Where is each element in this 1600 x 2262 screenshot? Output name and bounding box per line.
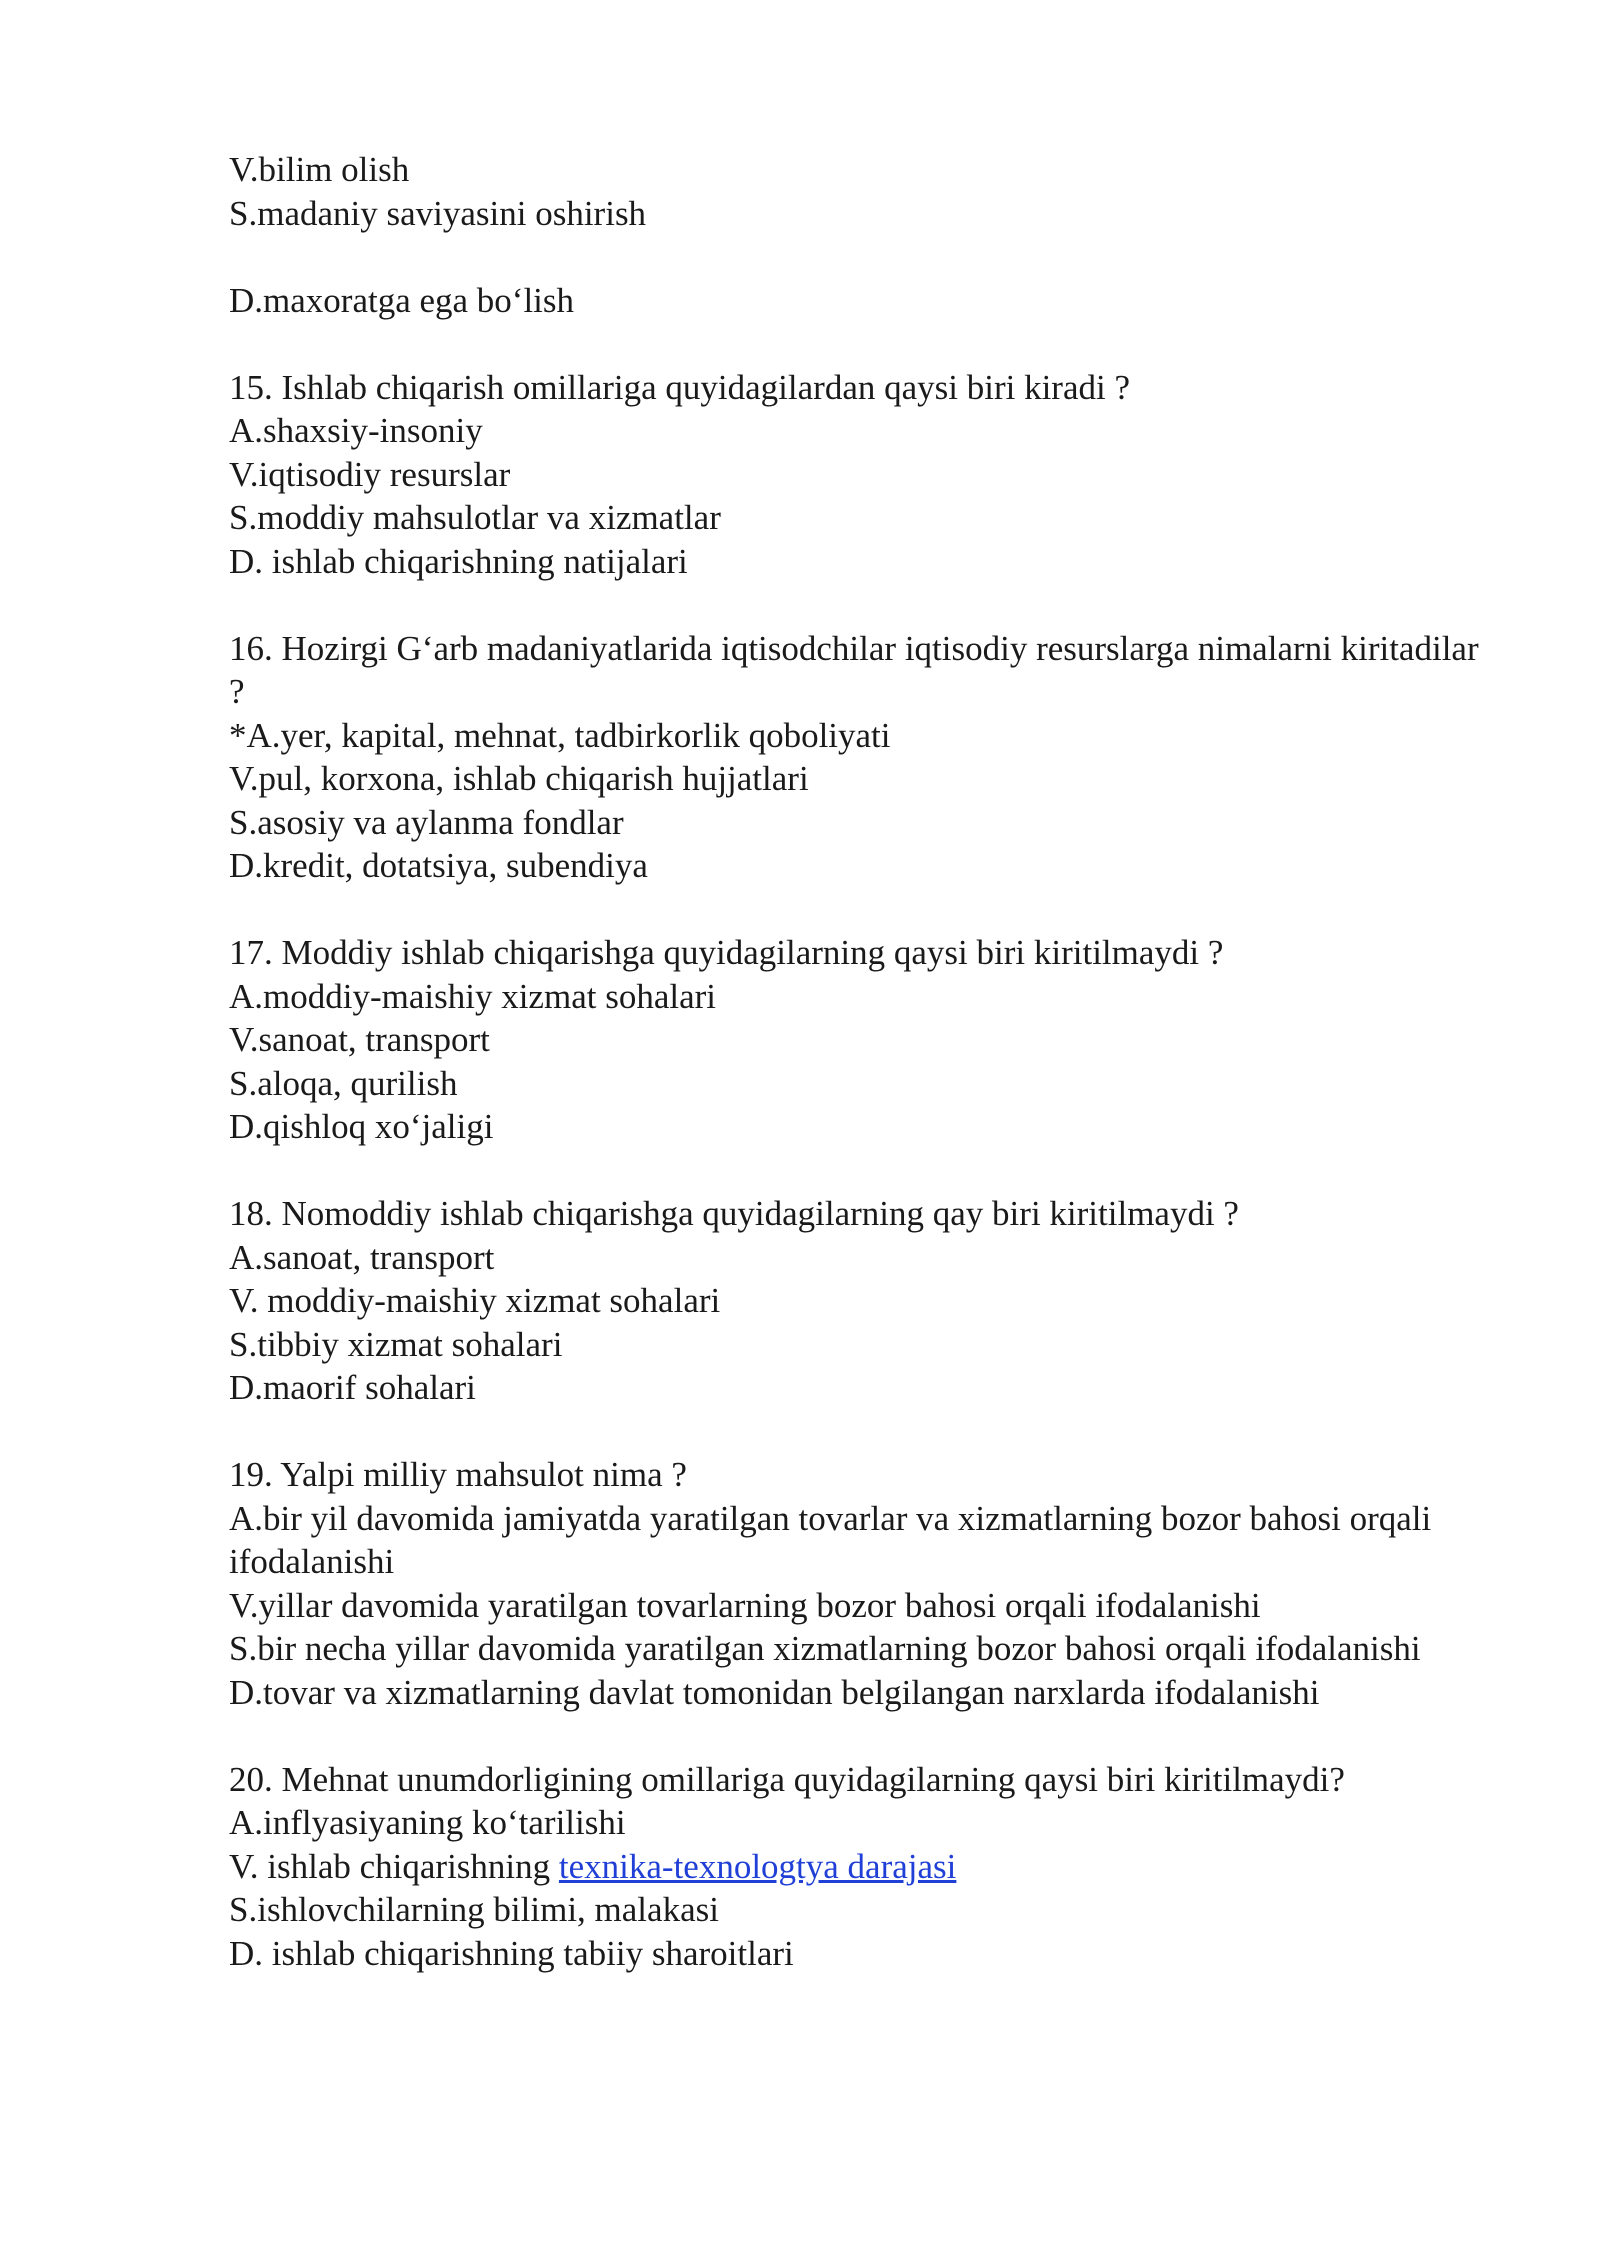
question-18 [229, 1192, 1489, 1410]
blank-line [229, 1410, 1489, 1454]
blank-line [229, 583, 1489, 627]
option-d: D.qishloq xo‘jaligi [229, 1107, 494, 1146]
option-s: S.aloqa, qurilish [229, 1063, 458, 1103]
question-text: 20. Mehnat unumdorligining omillariga quyidagilarning qaysi biri kiritilmaydi? [229, 1759, 1345, 1799]
option-a: A.moddiy-maishiy xizmat sohalari [229, 976, 716, 1016]
option-v: V. moddiy-maishiy xizmat sohalari [229, 1281, 721, 1320]
option-d: D. ishlab chiqarishning tabiiy sharoitlari [229, 1933, 794, 1973]
option-s: S.moddiy mahsulotlar va xizmatlar [229, 498, 721, 537]
option-v: V.sanoat, transport [229, 1020, 490, 1059]
blank-line [229, 322, 1489, 366]
option-d: D.maorif sohalari [229, 1368, 476, 1407]
question-20 [229, 1758, 1489, 1976]
option-a: A.inflyasiyaning ko‘tarilishi [229, 1803, 626, 1842]
option-a: A.bir yil davomida jamiyatda yaratilgan tovarlar va xizmatlarning bozor bahosi orqali ifodalanishi [229, 1498, 1432, 1581]
option-s: S.asosiy va aylanma fondlar [229, 802, 624, 842]
option-s: S.ishlovchilarning bilimi, malakasi [229, 1890, 719, 1929]
blank-line [229, 888, 1489, 932]
document-page [229, 148, 1489, 1975]
option-v: V.pul, korxona, ishlab chiqarish hujjatlari [229, 759, 809, 798]
question-17 [229, 931, 1489, 1149]
option-a: A.shaxsiy-insoniy [229, 411, 483, 450]
option-v-prefix: V. ishlab chiqarishning [229, 1846, 559, 1886]
question-16 [229, 627, 1489, 888]
option-s: S.tibbiy xizmat sohalari [229, 1324, 563, 1364]
option-v: V.iqtisodiy resurslar [229, 454, 511, 494]
carryover-options [229, 148, 1489, 322]
option-s: S.bir necha yillar davomida yaratilgan xizmatlarning bozor bahosi orqali ifodalanishi [229, 1629, 1421, 1668]
question-15 [229, 366, 1489, 584]
question-19 [229, 1453, 1489, 1714]
blank-line [229, 1714, 1489, 1758]
question-text: 16. Hozirgi G‘arb madaniyatlarida iqtisodchilar iqtisodiy resurslarga nimalarni kiritadilar ? [229, 628, 1479, 711]
option-d: D.kredit, dotatsiya, subendiya [229, 846, 648, 885]
option-v: V.yillar davomida yaratilgan tovarlarning bozor bahosi orqali ifodalanishi [229, 1585, 1261, 1625]
option-d: D.maxoratga ega bo‘lish [229, 280, 575, 320]
question-text: 17. Moddiy ishlab chiqarishga quyidagilarning qaysi biri kiritilmaydi ? [229, 933, 1224, 972]
option-d: D. ishlab chiqarishning natijalari [229, 541, 688, 581]
option-v: V.bilim olish [229, 150, 410, 189]
blank-line [229, 235, 1489, 279]
option-a: *A.yer, kapital, mehnat, tadbirkorlik qoboliyati [229, 715, 891, 755]
question-text: 19. Yalpi milliy mahsulot nima ? [229, 1455, 687, 1494]
option-a: A.sanoat, transport [229, 1237, 495, 1277]
option-d: D.tovar va xizmatlarning davlat tomonidan belgilangan narxlarda ifodalanishi [229, 1672, 1320, 1712]
technology-level-link[interactable]: texnika-texnologtya darajasi [558, 1846, 957, 1886]
question-text: 18. Nomoddiy ishlab chiqarishga quyidagilarning qay biri kiritilmaydi ? [229, 1194, 1239, 1233]
option-s: S.madaniy saviyasini oshirish [229, 193, 647, 233]
question-text: 15. Ishlab chiqarish omillariga quyidagilardan qaysi biri kiradi ? [229, 367, 1131, 407]
blank-line [229, 1149, 1489, 1193]
option-v [229, 1845, 1489, 1889]
